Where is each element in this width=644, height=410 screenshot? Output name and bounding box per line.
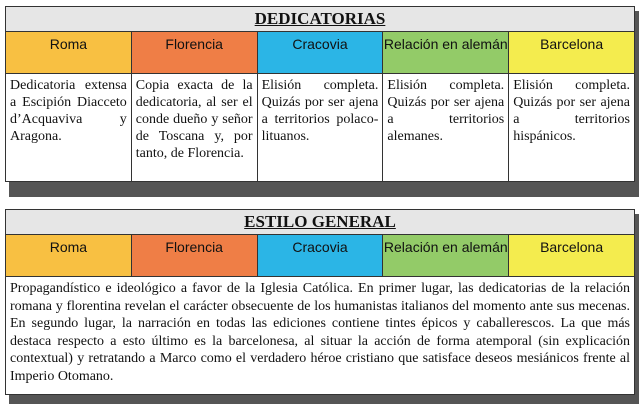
- header-florencia: Florencia: [131, 32, 257, 74]
- header-roma: Roma: [6, 32, 132, 74]
- header-relacion-aleman: Relación en alemán: [383, 235, 509, 277]
- estilo-general-text: Propagandístico e ideológico a favor de la Iglesia Católica. En primer lugar, las dedicatorias de la relación romana y florentina revelan el carácter obsecuente de los humanistas italianos del momento ante sus mecenas. En segundo lugar, la narración en todas las ediciones contiene tintes épicos y caballerescos. La que más destaca respecto a esto último es la barcelonesa, al situar la acción de forma atemporal (sin explicación contextual) y retratando a Marco como el verdadero héroe cristiano que satisface deseos mesiánicos frente al Imperio Otomano.: [6, 277, 635, 395]
- header-barcelona: Barcelona: [509, 235, 635, 277]
- header-barcelona: Barcelona: [509, 32, 635, 74]
- cell-relacion-aleman: Elisión completa. Quizás por ser ajena a territorios alemanes.: [383, 74, 509, 182]
- header-cracovia: Cracovia: [257, 235, 383, 277]
- dedicatorias-table: [5, 6, 635, 182]
- header-relacion-aleman: Relación en alemán: [383, 32, 509, 74]
- cell-florencia: Copia exacta de la dedicatoria, al ser el conde dueño y señor de Toscana y, por tanto, de Florencia.: [131, 74, 257, 182]
- dedicatorias-title: DEDICATORIAS: [6, 7, 635, 32]
- cell-cracovia: Elisión completa. Quizás por ser ajena a territorios polaco-lituanos.: [257, 74, 383, 182]
- estilo-general-title: ESTILO GENERAL: [6, 210, 635, 235]
- header-cracovia: Cracovia: [257, 32, 383, 74]
- header-roma: Roma: [6, 235, 132, 277]
- cell-roma: Dedicatoria extensa a Escipión Diacceto d’Acquaviva y Aragona.: [6, 74, 132, 182]
- cell-barcelona: Elisión completa. Quizás por ser ajena a territorios hispánicos.: [509, 74, 635, 182]
- estilo-general-table: [5, 209, 635, 395]
- header-florencia: Florencia: [131, 235, 257, 277]
